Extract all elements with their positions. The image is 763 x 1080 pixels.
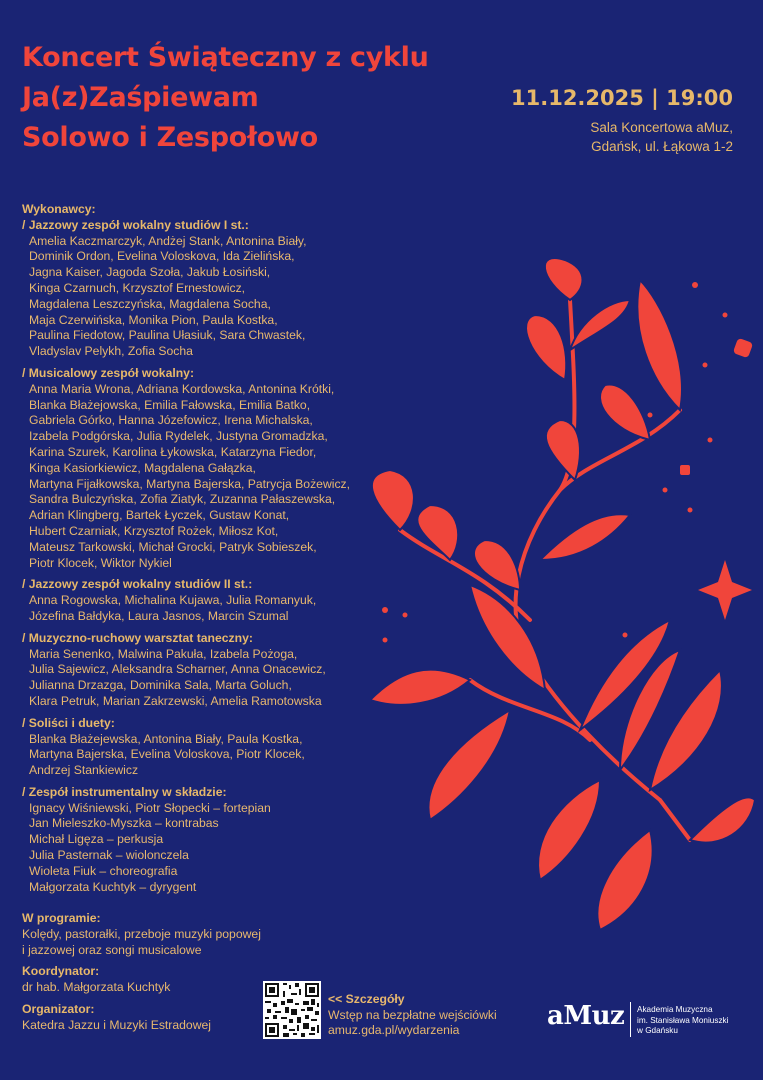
performer-group [22, 577, 442, 624]
dot [688, 508, 693, 513]
performer-group [22, 366, 442, 571]
member-line: Anna Rogowska, Michalina Kujawa, Julia Romanyuk, [29, 593, 317, 608]
sparkle-icon [698, 560, 752, 620]
member-line: Anna Maria Wrona, Adriana Kordowska, Antonina Krótki, [29, 381, 335, 396]
coordinator-heading: Koordynator: [22, 964, 100, 979]
organizer-name: Katedra Jazzu i Muzyki Estradowej [22, 1017, 211, 1032]
performer-group [22, 716, 442, 779]
dot [663, 488, 668, 493]
performers-heading: Wykonawcy: [22, 202, 96, 216]
group-heading: / Zespół instrumentalny w składzie: [22, 784, 227, 799]
organizer-heading: Organizator: [22, 1001, 95, 1016]
leaf [526, 315, 566, 380]
member-line: Blanka Błażejowska, Emilia Fałowska, Emilia Batko, [29, 397, 311, 412]
member-line: Karina Szurek, Karolina Łykowska, Katarzyna Fiedor, [29, 444, 317, 459]
dot [703, 363, 708, 368]
group-members [22, 234, 442, 360]
member-line: Jagna Kaiser, Jagoda Szoła, Jakub Łosiński, [29, 265, 271, 280]
dot [708, 438, 713, 443]
leaf [690, 797, 755, 842]
member-line: Paulina Fiedotow, Paulina Ułasiuk, Sara Chwastek, [29, 328, 306, 343]
member-line: Sandra Bulczyńska, Zofia Ziatyk, Zuzanna Pałaszewska, [29, 492, 336, 507]
member-line: Blanka Błażejewska, Antonina Biały, Paula Kostka, [29, 731, 303, 746]
member-line: Amelia Kaczmarczyk, Andżej Stank, Antonina Biały, [29, 233, 307, 248]
title-line-2: Ja(z)Zaśpiewam [22, 82, 259, 113]
dot [733, 338, 754, 359]
member-line: Julia Sajewicz, Aleksandra Scharner, Anna Onacewicz, [29, 662, 326, 677]
program-block [22, 911, 261, 958]
member-line: Magdalena Leszczyńska, Magdalena Socha, [29, 296, 271, 311]
details-link[interactable]: amuz.gda.pl/wydarzenia [328, 1023, 460, 1038]
organizer-block [22, 1002, 261, 1034]
leaf [546, 420, 580, 480]
member-line: Vladyslav Pelykh, Zofia Socha [29, 344, 193, 359]
leaf [637, 280, 682, 410]
details-heading: << Szczegóły [328, 992, 405, 1006]
academy-name-line: Akademia Muzyczna [637, 1005, 713, 1014]
member-line: Maria Senenko, Malwina Pakuła, Izabela Pożoga, [29, 646, 298, 661]
logo-divider [630, 1002, 631, 1037]
member-line: Martyna Fijałkowska, Martyna Bajerska, Patrycja Bożewicz, [29, 476, 351, 491]
leaf [597, 830, 652, 930]
program-line: Kolędy, pastorałki, przeboje muzyki popowej [22, 926, 261, 941]
member-line: Kinga Czarnuch, Krzysztof Ernestowicz, [29, 280, 246, 295]
event-date-time: 11.12.2025 | 19:00 [511, 86, 733, 110]
group-heading: / Jazzowy zespół wokalny studiów II st.: [22, 577, 253, 592]
member-line: Izabela Podgórska, Julia Rydelek, Justyna Gromadzka, [29, 429, 328, 444]
venue-line-1: Sala Koncertowa aMuz, [590, 120, 733, 135]
dot [648, 413, 653, 418]
member-line: Maja Czerwińska, Monika Pion, Paula Kostka, [29, 312, 278, 327]
footer-info [22, 911, 261, 1040]
member-line: Julia Pasternak – wiolonczela [29, 848, 189, 863]
coordinator-name: dr hab. Małgorzata Kuchtyk [22, 980, 171, 995]
leaf [540, 514, 630, 560]
member-line: Michał Ligęza – perkusja [29, 832, 164, 847]
program-line: i jazzowej oraz songi musicalowe [22, 942, 202, 957]
member-line: Kinga Kasiorkiewicz, Magdalena Gałązka, [29, 460, 256, 475]
coordinator-block [22, 964, 261, 996]
group-heading: / Jazzowy zespół wokalny studiów I st.: [22, 217, 249, 232]
leaf [545, 258, 583, 300]
program-heading: W programie: [22, 911, 101, 925]
performer-group [22, 631, 442, 710]
member-line: Andrzej Stankiewicz [29, 763, 139, 778]
title-line-3: Solowo i Zespołowo [22, 122, 318, 153]
leaf [600, 384, 650, 440]
details-block [328, 992, 497, 1039]
group-heading: / Soliści i duety: [22, 715, 115, 730]
performer-group [22, 785, 442, 896]
venue-line-2: Gdańsk, ul. Łąkowa 1-2 [591, 139, 733, 154]
group-heading: / Musicalowy zespół wokalny: [22, 365, 195, 380]
dot [680, 465, 690, 475]
branch-stem-lower [660, 800, 690, 840]
event-venue [590, 118, 733, 156]
group-members [22, 732, 442, 779]
member-line: Małgorzata Kuchtyk – dyrygent [29, 879, 197, 894]
academy-name-line: im. Stanisława Moniuszki [637, 1015, 729, 1025]
member-line: Ignacy Wiśniewski, Piotr Słopecki – fortepian [29, 800, 271, 815]
details-tickets: Wstęp na bezpłatne wejściówki [328, 1007, 497, 1022]
member-line: Julianna Drzazga, Dominika Sala, Marta Goluch, [29, 678, 292, 693]
member-line: Gabriela Górko, Hanna Józefowicz, Irena Michalska, [29, 413, 313, 428]
member-line: Józefina Bałdyka, Laura Jasnos, Marcin Szumal [29, 608, 289, 623]
group-heading: / Muzyczno-ruchowy warsztat taneczny: [22, 630, 253, 645]
group-members [22, 801, 442, 896]
member-line: Klara Petruk, Marian Zakrzewski, Amelia Ramotowska [29, 693, 322, 708]
dot [692, 282, 698, 288]
qr-code[interactable] [263, 981, 321, 1039]
amuz-logo: aMuz [547, 1001, 625, 1031]
member-line: Dominik Ordon, Evelina Voloskova, Ida Zielińska, [29, 249, 295, 264]
member-line: Martyna Bajerska, Evelina Voloskova, Piotr Klocek, [29, 747, 305, 762]
member-line: Jan Mieleszko-Myszka – kontrabas [29, 816, 219, 831]
member-line: Adrian Klingberg, Bartek Łyczek, Gustaw Konat, [29, 508, 290, 523]
title-line-1: Koncert Świąteczny z cyklu [22, 42, 429, 73]
member-line: Mateusz Tarkowski, Michał Grocki, Patryk Sobieszek, [29, 539, 317, 554]
leaf [538, 780, 600, 880]
dot [623, 633, 628, 638]
academy-name-line: w Gdańsku [637, 1026, 678, 1035]
group-members [22, 382, 442, 572]
dot [723, 313, 728, 318]
leaf [570, 300, 630, 350]
performers-lineup [22, 202, 442, 901]
member-line: Hubert Czarniak, Krzysztof Rożek, Miłosz Kot, [29, 523, 279, 538]
leaf [474, 540, 520, 590]
event-title [22, 38, 429, 158]
member-line: Piotr Klocek, Wiktor Nykiel [29, 555, 172, 570]
member-line: Wioleta Fiuk – choreografia [29, 863, 178, 878]
academy-name [637, 1005, 728, 1037]
group-members [22, 593, 442, 625]
performer-group [22, 218, 442, 360]
group-members [22, 647, 442, 710]
